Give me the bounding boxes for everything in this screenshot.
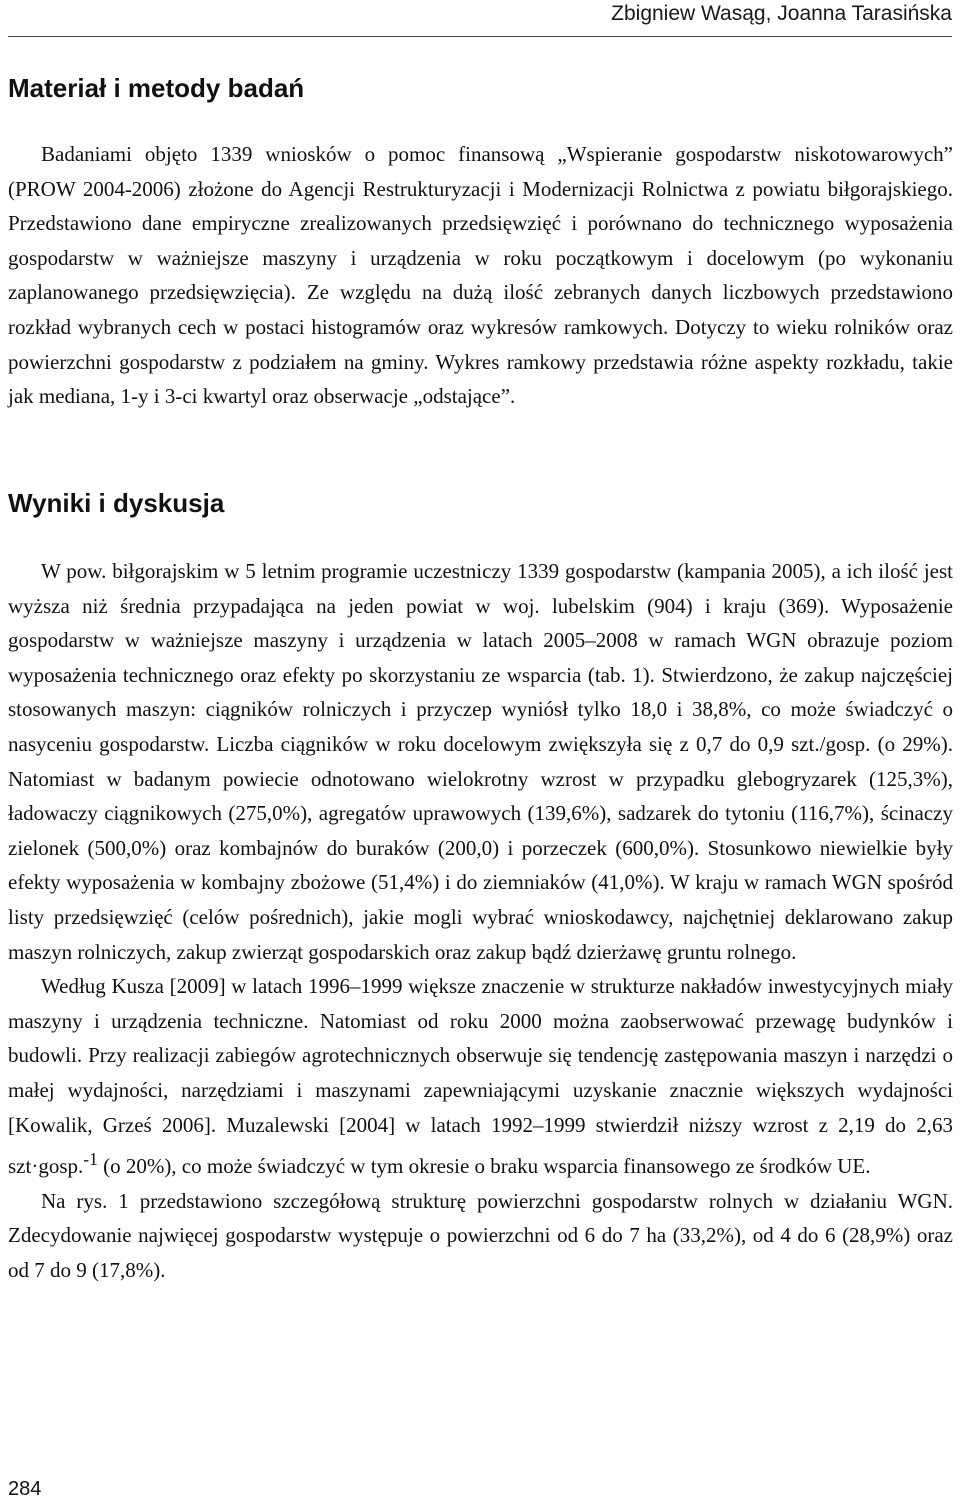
running-header-authors: Zbigniew Wasąg, Joanna Tarasińska	[611, 2, 952, 25]
paragraph-wyniki-1: W pow. biłgorajskim w 5 letnim programie uczestniczy 1339 gospodarstw (kampania 2005), a ich ilość jest wyższa niż średnia przypadająca na jeden powiat w woj. lubelskim (904) i kraju (369). Wyposażenie gospodarstw w ważniejsze maszyny i urządzenia w latach 2005–2008 w ramach WGN obrazuje poziom wyposażenia technicznego oraz efekty po skorzystaniu ze wsparcia (tab. 1). Stwierdzono, że zakup najczęściej stosowanych maszyn: ciągników rolniczych i przyczep wyniósł tylko 18,0 i 38,8%, co może świadczyć o nasyceniu gospodarstw. Liczba ciągników w roku docelowym zwiększyła się z 0,7 do 0,9 szt./gosp. (o 29%). Natomiast w badanym powiecie odnotowano wielokrotny wzrost w przypadku glebogryzarek (125,3%), ładowaczy ciągnikowych (275,0%), agregatów uprawowych (139,6%), sadzarek do tytoniu (116,7%), ścinaczy zielonek (500,0%) oraz kombajnów do buraków (200,0) i porzeczek (600,0%). Stosunkowo niewielkie były efekty wyposażenia w kombajny zbożowe (51,4%) i do ziemniaków (41,0%). W kraju w ramach WGN spośród listy przedsięwzięć (celów pośrednich), jakie mogli wybrać wnioskodawcy, najchętniej deklarowano zakup maszyn rolniczych, zakup zwierząt gospodarskich oraz zakup bądź dzierżawę gruntu rolnego.	[8, 559, 953, 964]
section-body-wyniki	[8, 554, 953, 1287]
paragraph-wyniki-2-tail: (o 20%), co może świadczyć w tym okresie o braku wsparcia finansowego ze środków UE.	[97, 1154, 871, 1179]
paragraph-wyniki-2	[8, 969, 953, 1184]
superscript-minus-one: -1	[83, 1149, 98, 1170]
header-rule	[8, 36, 952, 37]
section-heading-wyniki: Wyniki i dyskusja	[8, 488, 225, 518]
page-number: 284	[8, 1478, 42, 1500]
section-heading-material: Materiał i metody badań	[8, 73, 305, 103]
paragraph-wyniki-2-main: Według Kusza [2009] w latach 1996–1999 większe znaczenie w strukturze nakładów inwestycyjnych miały maszyny i urządzenia techniczne. Natomiast od roku 2000 można zaobserwować przewagę budynków i budowli. Przy realizacji zabiegów agrotechnicznych obserwuje się tendencję zastępowania maszyn i narzędzi o małej wydajności, narzędziami i maszynami zapewniającymi uzyskanie znacznie większych wydajności [Kowalik, Grześ 2006]. Muzalewski [2004] w latach 1992–1999 stwierdził niższy wzrost z 2,19 do 2,63 szt·gosp.	[8, 974, 953, 1179]
paragraph-wyniki-3: Na rys. 1 przedstawiono szczegółową strukturę powierzchni gospodarstw rolnych w działaniu WGN. Zdecydowanie najwięcej gospodarstw występuje o powierzchni od 6 do 7 ha (33,2%), od 4 do 6 (28,9%) oraz od 7 do 9 (17,8%).	[8, 1188, 953, 1282]
paragraph-material-1: Badaniami objęto 1339 wniosków o pomoc finansową „Wspieranie gospodarstw niskotowarowych” (PROW 2004-2006) złożone do Agencji Restrukturyzacji i Modernizacji Rolnictwa z powiatu biłgorajskiego. Przedstawiono dane empiryczne zrealizowanych przedsięwzięć i porównano do technicznego wyposażenia gospodarstw w ważniejsze maszyny i urządzenia w roku początkowym i docelowym (po wykonaniu zaplanowanego przedsięwzięcia). Ze względu na dużą ilość zebranych danych liczbowych przedstawiono rozkład wybranych cech w postaci histogramów oraz wykresów ramkowych. Dotyczy to wieku rolników oraz powierzchni gospodarstw z podziałem na gminy. Wykres ramkowy przedstawia różne aspekty rozkładu, takie jak mediana, 1-y i 3-ci kwartyl oraz obserwacje „odstające”.	[8, 142, 953, 409]
section-body-material	[8, 137, 953, 414]
